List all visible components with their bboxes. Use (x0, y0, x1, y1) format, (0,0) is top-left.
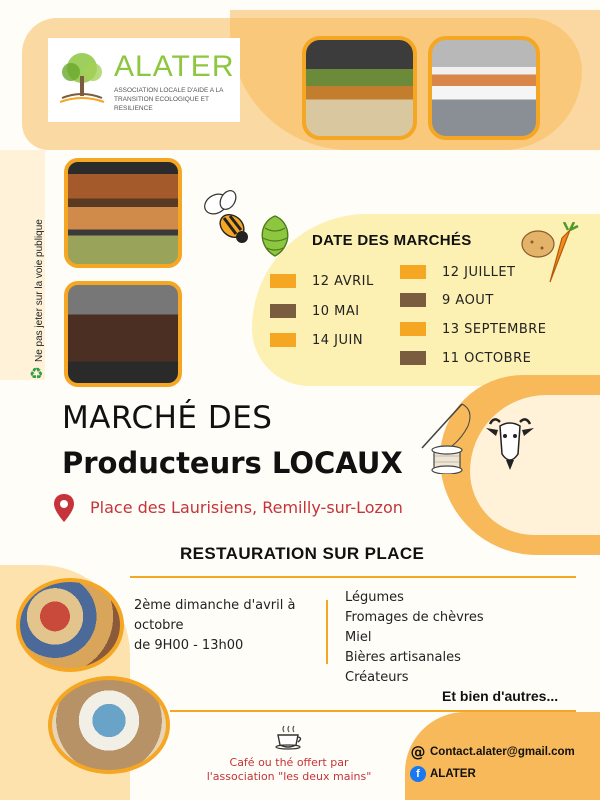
date-marker (400, 322, 426, 336)
crafts-photo (48, 676, 170, 774)
logo-subtitle: ASSOCIATION LOCALE D'AIDE A LA TRANSITION ECOLOGIQUE ET RESILIENCE (114, 87, 224, 112)
list-item: Créateurs (345, 670, 409, 685)
product-list (345, 588, 484, 688)
coffee-cup-icon (274, 724, 304, 750)
facebook-text[interactable]: ALATER (430, 768, 476, 780)
date-item (400, 261, 516, 283)
date-item (400, 318, 547, 340)
list-item: Miel (345, 630, 372, 645)
barbecue-photo (64, 158, 182, 268)
schedule-days: 2ème dimanche d'avril à octobre (134, 598, 296, 633)
date-label: 11 OCTOBRE (442, 350, 532, 366)
list-item: Bières artisanales (345, 650, 461, 665)
date-item (270, 329, 363, 351)
date-label: 12 AVRIL (312, 273, 374, 289)
list-item: Légumes (345, 590, 404, 605)
date-item (400, 289, 494, 311)
date-item (270, 300, 360, 322)
schedule (134, 596, 320, 656)
page-title-line2: Producteurs LOCAUX (62, 446, 403, 480)
restauration-heading: RESTAURATION SUR PLACE (180, 544, 425, 563)
facebook-icon: f (410, 766, 426, 782)
side-notice: Ne pas jeter sur la voie publique (34, 219, 45, 362)
date-label: 9 AOUT (442, 292, 494, 308)
dates-title: DATE DES MARCHÉS (312, 232, 472, 249)
cafe-offer (196, 756, 382, 784)
hats-photo (16, 578, 124, 672)
email-text[interactable]: Contact.alater@gmail.com (430, 746, 575, 758)
divider-vertical (326, 600, 328, 664)
date-marker (400, 293, 426, 307)
date-item (270, 270, 374, 292)
goat-icon (484, 416, 536, 472)
bee-icon (202, 190, 260, 248)
contact-facebook[interactable] (410, 766, 476, 782)
hop-icon (255, 212, 295, 258)
beer-bottles-photo (64, 281, 182, 387)
date-marker (400, 351, 426, 365)
cafe-line2: l'association "les deux mains" (206, 770, 372, 783)
date-label: 10 MAI (312, 303, 360, 319)
at-sign-icon: @ (410, 743, 426, 761)
schedule-hours: de 9H00 - 13h00 (134, 638, 244, 653)
date-marker (270, 333, 296, 347)
date-label: 14 JUIN (312, 332, 364, 348)
divider-bottom (170, 710, 576, 712)
meat-stall-photo (428, 36, 540, 140)
date-label: 12 JUILLET (442, 264, 516, 280)
page-title-line1: MARCHÉ DES (62, 400, 273, 436)
date-marker (400, 265, 426, 279)
alater-logo (48, 38, 240, 122)
contact-email[interactable] (410, 744, 575, 760)
more-text: Et bien d'autres... (442, 688, 559, 704)
vegetables-photo (302, 36, 417, 140)
tree-icon (56, 50, 108, 106)
vegetables-icon (518, 222, 582, 286)
location-text: Place des Laurisiens, Remilly-sur-Lozon (90, 498, 403, 517)
list-item: Fromages de chèvres (345, 610, 484, 625)
logo-name: ALATER (114, 50, 235, 83)
thread-spool-icon (418, 398, 480, 474)
cafe-line1: Café ou thé offert par (229, 756, 349, 769)
date-item (400, 347, 531, 369)
date-label: 13 SEPTEMBRE (442, 321, 547, 337)
date-marker (270, 274, 296, 288)
divider-top (130, 576, 576, 578)
date-marker (270, 304, 296, 318)
location-pin-icon (54, 494, 74, 522)
recycle-icon: ♻ (29, 364, 44, 383)
